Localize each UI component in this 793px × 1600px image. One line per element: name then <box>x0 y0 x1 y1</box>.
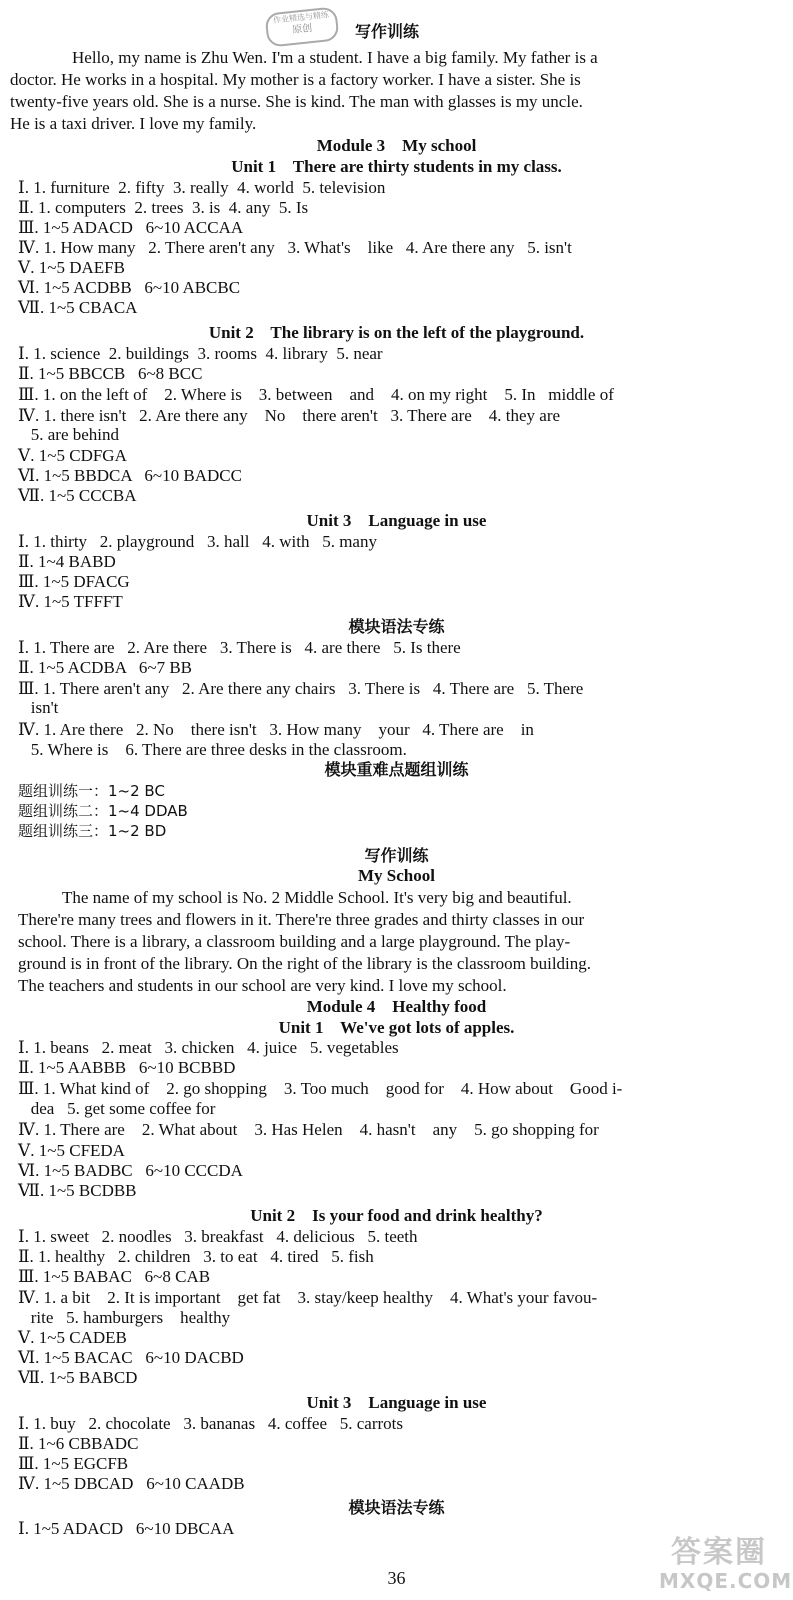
section-heading: 写作训练 <box>355 22 420 41</box>
answer-line: Ⅰ. 1. sweet 2. noodles 3. breakfast 4. delicious 5. teeth <box>18 1227 418 1246</box>
answer-line: twenty-five years old. She is a nurse. She is kind. The man with glasses is my uncle. <box>10 92 583 111</box>
answer-line: Ⅲ. 1. What kind of 2. go shopping 3. Too much good for 4. How about Good i- <box>18 1079 623 1098</box>
answer-line: 5. are behind <box>18 425 120 444</box>
answer-line: Ⅱ. 1~6 CBBADC <box>18 1434 139 1453</box>
answer-line: Ⅴ. 1~5 CFEDA <box>18 1141 125 1160</box>
section-heading: Unit 2 Is your food and drink healthy? <box>250 1206 543 1225</box>
answer-line: Hello, my name is Zhu Wen. I'm a student. I have a big family. My father is a <box>72 48 598 67</box>
answer-line: Ⅰ. 1. furniture 2. fifty 3. really 4. world 5. television <box>18 178 386 197</box>
answer-line: Ⅰ. 1. buy 2. chocolate 3. bananas 4. coffee 5. carrots <box>18 1414 403 1433</box>
answer-line: doctor. He works in a hospital. My mother is a factory worker. I have a sister. She is <box>10 70 581 89</box>
answer-line: Ⅲ. 1. There aren't any 2. Are there any chairs 3. There is 4. There are 5. There <box>18 679 584 698</box>
watermark-logo: 答案圈 MXQE.COM <box>659 1535 793 1593</box>
answer-line: Ⅵ. 1~5 BADBC 6~10 CCCDA <box>18 1161 243 1180</box>
page-number: 36 <box>387 1568 406 1588</box>
answer-line: rite 5. hamburgers healthy <box>18 1308 231 1327</box>
original-stamp: 作业精选与精练 原创 <box>264 6 339 47</box>
answer-line: Ⅲ. 1~5 BABAC 6~8 CAB <box>18 1267 211 1286</box>
section-heading: 写作训练 <box>364 846 429 865</box>
answer-line: Ⅶ. 1~5 BABCD <box>18 1368 138 1387</box>
section-heading: 模块语法专练 <box>348 1498 445 1517</box>
answer-line: Ⅳ. 1~5 TFFFT <box>18 592 123 611</box>
answer-line: school. There is a library, a classroom building and a large playground. The play- <box>18 932 571 951</box>
section-heading: Module 4 Healthy food <box>306 997 487 1016</box>
answer-line: Ⅱ. 1~5 AABBB 6~10 BCBBD <box>18 1058 236 1077</box>
answer-line: Ⅵ. 1~5 ACDBB 6~10 ABCBC <box>18 278 241 297</box>
answer-line: The name of my school is No. 2 Middle School. It's very big and beautiful. <box>62 888 572 907</box>
answer-line: Ⅱ. 1~5 BBCCB 6~8 BCC <box>18 364 203 383</box>
answer-line: Ⅰ. 1. science 2. buildings 3. rooms 4. library 5. near <box>18 344 383 363</box>
answer-line: 题组训练三：1~2 BD <box>18 822 167 840</box>
section-heading: Unit 1 We've got lots of apples. <box>278 1018 515 1037</box>
answer-line: Ⅱ. 1~4 BABD <box>18 552 116 571</box>
answer-line: Ⅶ. 1~5 CCCBA <box>18 486 137 505</box>
section-heading: Unit 3 Language in use <box>306 1393 487 1412</box>
answer-line: Ⅳ. 1. Are there 2. No there isn't 3. How many your 4. There are in <box>18 720 534 739</box>
answer-line: He is a taxi driver. I love my family. <box>10 114 257 133</box>
answer-line: dea 5. get some coffee for <box>18 1099 216 1118</box>
answer-line: Ⅴ. 1~5 CDFGA <box>18 446 127 465</box>
answer-line: Ⅶ. 1~5 BCDBB <box>18 1181 137 1200</box>
section-heading: Unit 3 Language in use <box>306 511 487 530</box>
answer-line: Ⅱ. 1~5 ACDBA 6~7 BB <box>18 658 193 677</box>
answer-line: Ⅳ. 1. There are 2. What about 3. Has Helen 4. hasn't any 5. go shopping for <box>18 1120 599 1139</box>
answer-line: Ⅲ. 1. on the left of 2. Where is 3. between and 4. on my right 5. In middle of <box>18 385 614 404</box>
answer-line: Ⅲ. 1~5 ADACD 6~10 ACCAA <box>18 218 244 237</box>
answer-line: Ⅱ. 1. healthy 2. children 3. to eat 4. tired 5. fish <box>18 1247 374 1266</box>
answer-line: Ⅵ. 1~5 BBDCA 6~10 BADCC <box>18 466 242 485</box>
answer-line: There're many trees and flowers in it. There're three grades and thirty classes in our <box>18 910 585 929</box>
answer-line: Ⅱ. 1. computers 2. trees 3. is 4. any 5. Is <box>18 198 309 217</box>
section-heading: My School <box>358 866 435 885</box>
section-heading: 模块重难点题组训练 <box>324 760 469 779</box>
answer-line: Ⅲ. 1~5 EGCFB <box>18 1454 129 1473</box>
answer-line: isn't <box>18 698 59 717</box>
answer-line: Ⅰ. 1. There are 2. Are there 3. There is 4. are there 5. Is there <box>18 638 461 657</box>
section-heading: 模块语法专练 <box>348 617 445 636</box>
answer-line: 5. Where is 6. There are three desks in the classroom. <box>18 740 407 759</box>
answer-line: Ⅳ. 1. a bit 2. It is important get fat 3. stay/keep healthy 4. What's your favou- <box>18 1288 598 1307</box>
answer-line: Ⅳ. 1. How many 2. There aren't any 3. What's like 4. Are there any 5. isn't <box>18 238 572 257</box>
answer-line: Ⅰ. 1. beans 2. meat 3. chicken 4. juice 5. vegetables <box>18 1038 399 1057</box>
answer-line: Ⅲ. 1~5 DFACG <box>18 572 130 591</box>
section-heading: Unit 1 There are thirty students in my class. <box>231 157 562 176</box>
answer-line: Ⅳ. 1~5 DBCAD 6~10 CAADB <box>18 1474 245 1493</box>
answer-line: Ⅴ. 1~5 CADEB <box>18 1328 127 1347</box>
answer-line: Ⅵ. 1~5 BACAC 6~10 DACBD <box>18 1348 244 1367</box>
answer-line: Ⅳ. 1. there isn't 2. Are there any No there aren't 3. There are 4. they are <box>18 406 561 425</box>
section-heading: Unit 2 The library is on the left of the playground. <box>208 323 585 342</box>
answer-line: Ⅴ. 1~5 DAEFB <box>18 258 125 277</box>
answer-line: 题组训练一：1~2 BC <box>18 782 165 800</box>
answer-line: 题组训练二：1~4 DDAB <box>18 802 188 820</box>
answer-line: Ⅰ. 1. thirty 2. playground 3. hall 4. with 5. many <box>18 532 377 551</box>
answer-line: The teachers and students in our school are very kind. I love my school. <box>18 976 507 995</box>
answer-line: Ⅰ. 1~5 ADACD 6~10 DBCAA <box>18 1519 235 1538</box>
answer-line: Ⅶ. 1~5 CBACA <box>18 298 138 317</box>
section-heading: Module 3 My school <box>316 136 477 155</box>
answer-line: ground is in front of the library. On the right of the library is the classroom building. <box>18 954 592 973</box>
